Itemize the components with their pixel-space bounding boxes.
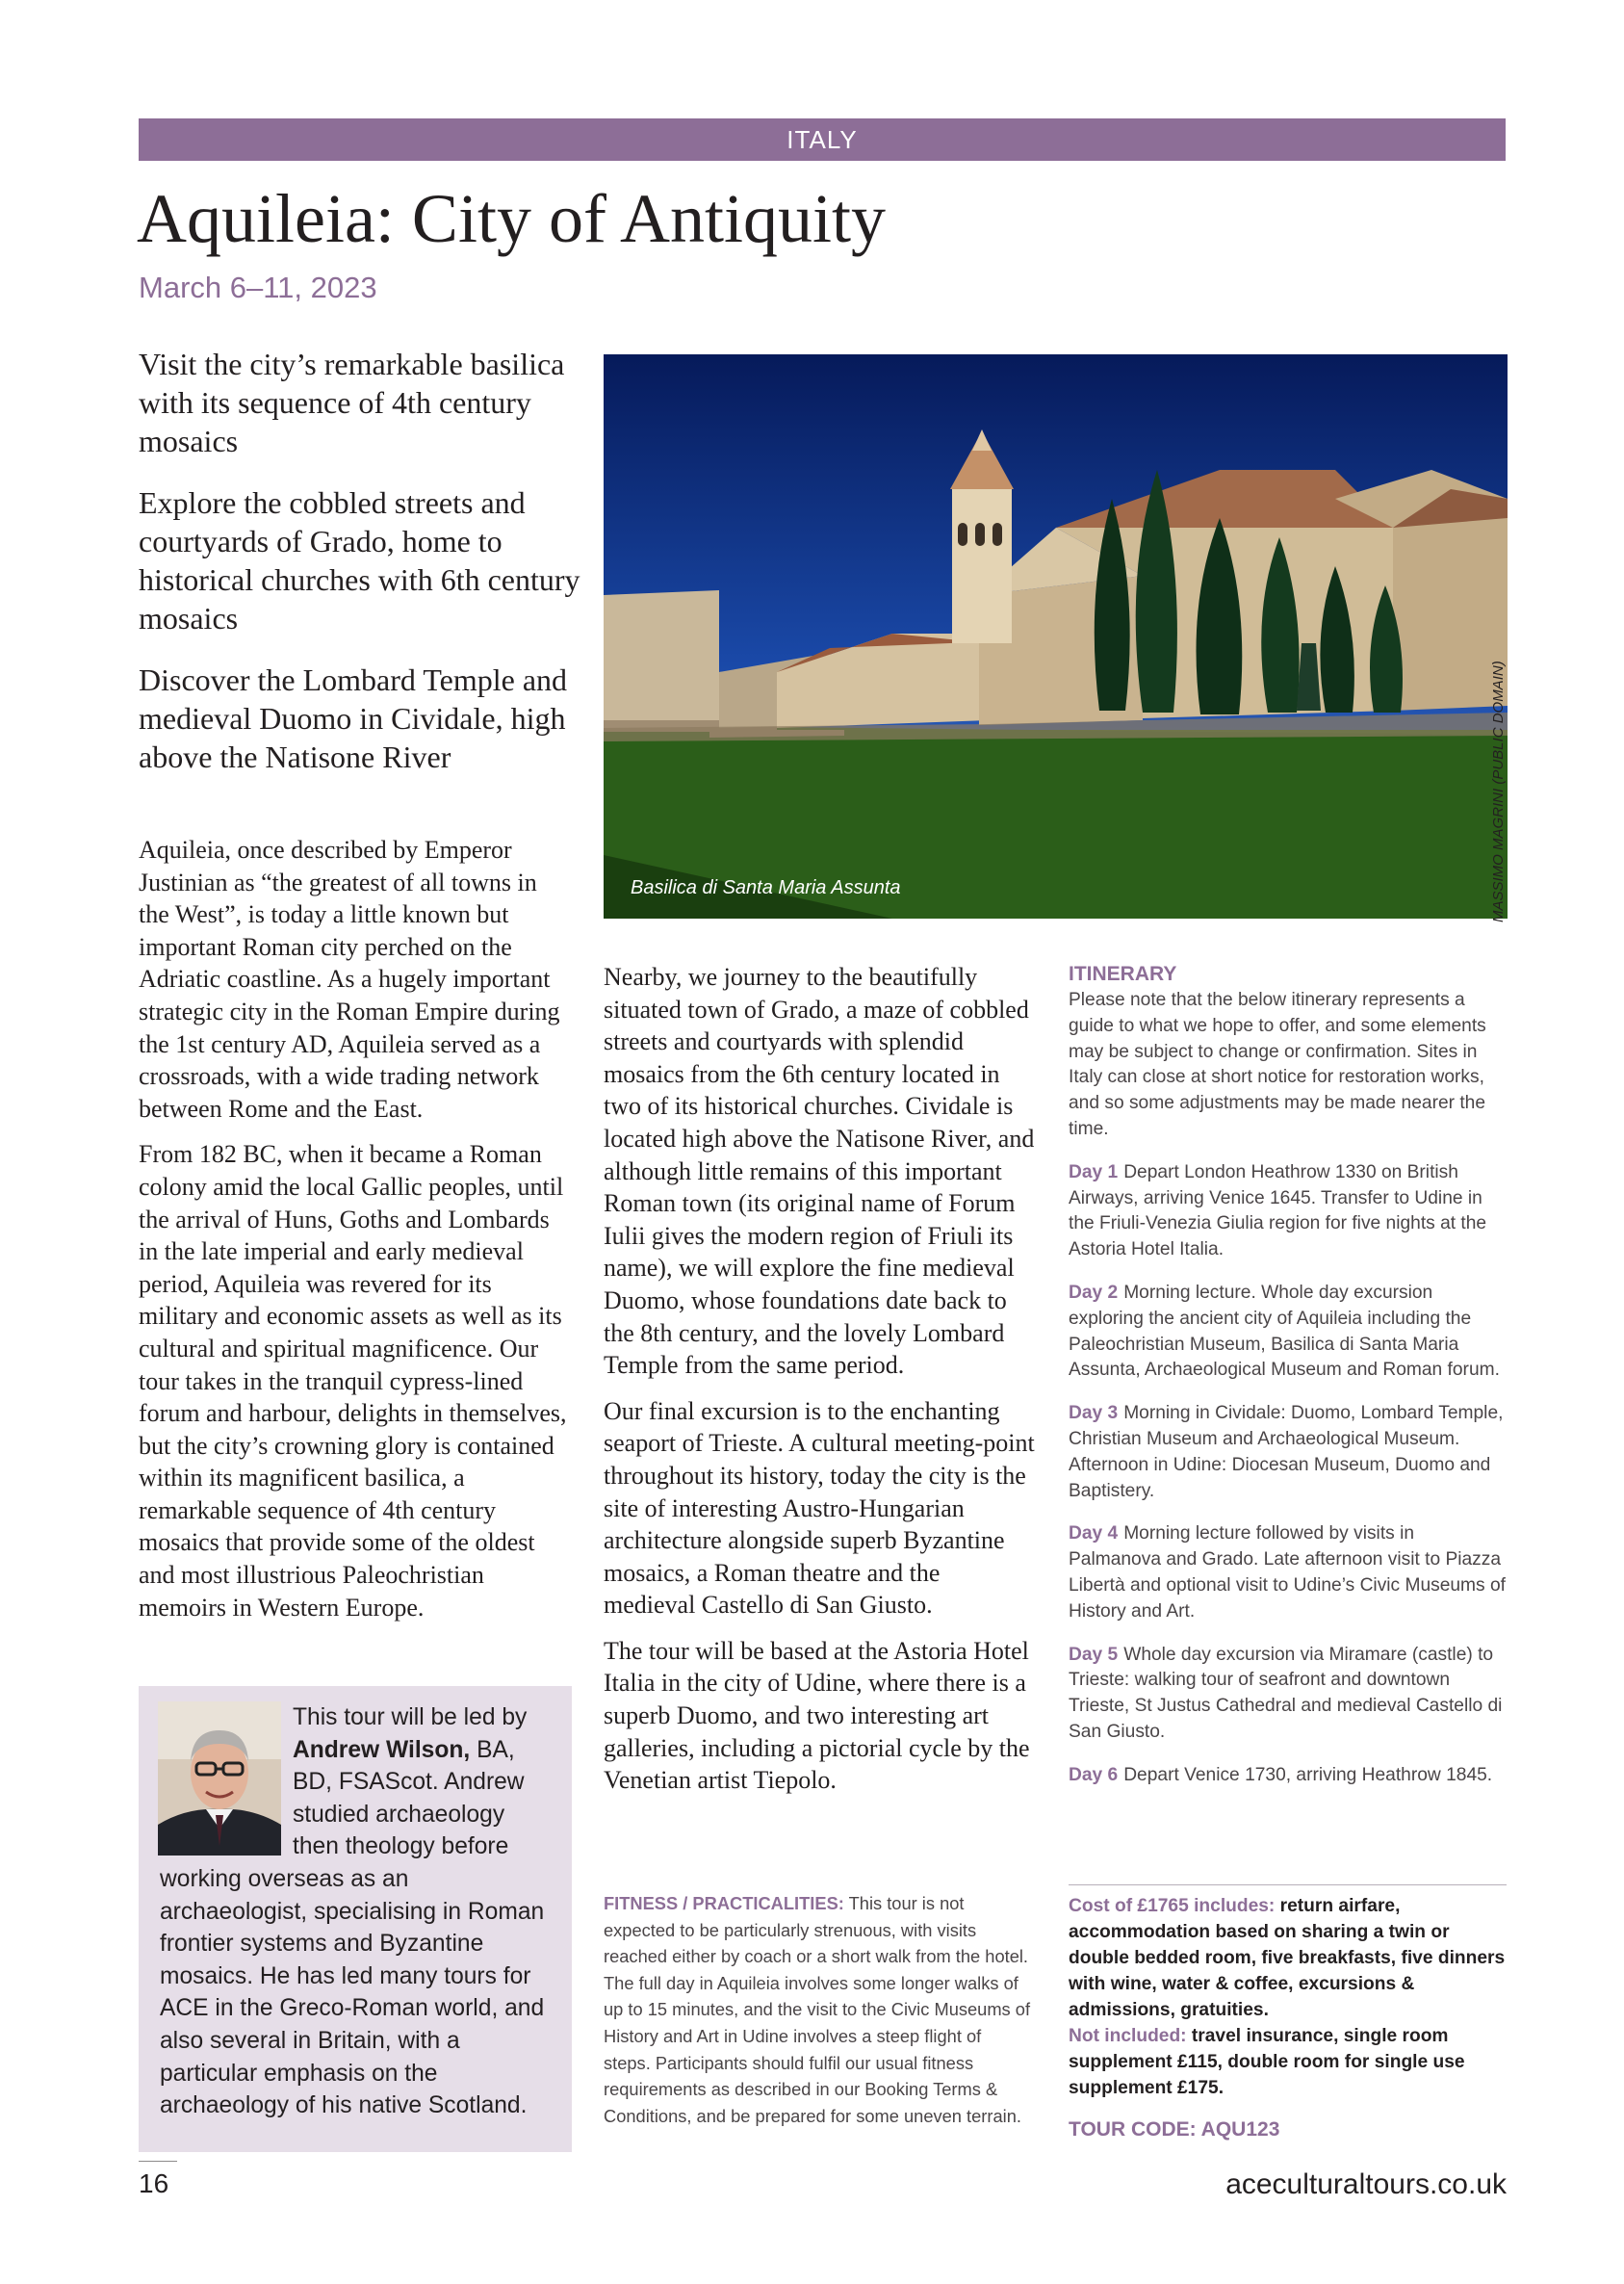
day-text: Whole day excursion via Miramare (castle) to Trieste: walking tour of seafront and downtown Trieste, St Justus Cathedral and medieval Castello di San Giusto. — [1069, 1644, 1503, 1742]
tour-leader-text — [160, 1701, 554, 2122]
day-text: Morning in Cividale: Duomo, Lombard Temple, Christian Museum and Archaeological Museum. Afternoon in Udine: Diocesan Museum, Duomo and Baptistery. — [1069, 1403, 1504, 1501]
itinerary-intro: Please note that the below itinerary represents a guide to what we hope to offer, and some elements may be subject to change or confirmation. Sites in Italy can close at short notice for restoration works, and so some adjustments may be made nearer the time. — [1069, 990, 1486, 1139]
itinerary-day — [1069, 1763, 1507, 1789]
itinerary-column — [1069, 961, 1507, 1806]
day-label: Day 3 — [1069, 1403, 1119, 1424]
body-paragraph: The tour will be based at the Astoria Hotel Italia in the city of Udine, where there is a superb Duomo, and two interesting art galleries, including a pictorial cycle by the Venetian artist Tiepolo. — [604, 1636, 1030, 1795]
photo-caption: Basilica di Santa Maria Assunta — [631, 877, 901, 898]
day-label: Day 4 — [1069, 1523, 1119, 1544]
cost-divider — [1069, 1884, 1507, 1885]
not-included-label: Not included: — [1069, 2026, 1187, 2046]
body-paragraph: Our final excursion is to the enchanting seaport of Trieste. A cultural meeting-point throughout its history, today the city is the site of interesting Austro-Hungarian architecture alongside superb Byzantine mosaics, a Roman theatre and the medieval Castello di San Giusto. — [604, 1396, 1035, 1620]
day-label: Day 2 — [1069, 1282, 1119, 1303]
day-label: Day 5 — [1069, 1644, 1119, 1665]
highlight-item: Visit the city’s remarkable basilica with its sequence of 4th century mosaics — [139, 347, 565, 458]
intro-paragraph: From 182 BC, when it became a Roman colony amid the local Gallic peoples, until the arrival of Huns, Goths and Lombards in the late imperial and early medieval period, Aquileia was revered for its military and economic assets as well as its cultural and spiritual magnificence. Our tour takes in the tranquil cypress-lined forum and harbour, delights in themselves, but the city’s crowning glory is contained within its magnificent basilica, a remarkable sequence of 4th century mosaics that provide some of the oldest and most illustrious Paleochristian memoirs in Western Europe. — [139, 1140, 567, 1622]
photo-credit: MASSIMO MAGRINI (PUBLIC DOMAIN) — [1490, 661, 1507, 922]
cost-text: return airfare, accommodation based on sharing a twin or double bedded room, five breakfasts, five dinners with wine, water & coffee, excursions & admissions, gratuities. — [1069, 1896, 1506, 2020]
itinerary-day — [1069, 1643, 1507, 1746]
itinerary-day — [1069, 1160, 1507, 1263]
highlight-item: Discover the Lombard Temple and medieval Duomo in Cividale, high above the Natisone River — [139, 662, 568, 774]
page-number-rule — [139, 2161, 177, 2162]
itinerary-day — [1069, 1521, 1507, 1624]
body-paragraph: Nearby, we journey to the beautifully situated town of Grado, a maze of cobbled streets and courtyards with splendid mosaics from the 6th century located in two of its historical churches. Cividale is located high above the Natisone River, and although little remains of this important Roman town (its original name of Forum Iulii gives the modern region of Friuli its name), we will explore the fine medieval Duomo, whose foundations date back to the 8th century, and the lovely Lombard Temple from the same period. — [604, 963, 1035, 1380]
middle-column — [604, 961, 1037, 1810]
tour-leader-box — [139, 1686, 572, 2152]
cost-details — [1069, 1893, 1507, 2101]
day-text: Depart Venice 1730, arriving Heathrow 1845. — [1123, 1764, 1493, 1785]
tour-leader-name: Andrew Wilson, — [293, 1736, 471, 1763]
tour-leader-photo — [158, 1701, 281, 1856]
day-text: Depart London Heathrow 1330 on British Airways, arriving Venice 1645. Transfer to Udine in the Friuli-Venezia Giulia region for five nights at the Astoria Hotel Italia. — [1069, 1161, 1487, 1260]
not-included-text: travel insurance, single room supplement £115, double room for single use supplement £175. — [1069, 2026, 1465, 2098]
website-link[interactable]: aceculturaltours.co.uk — [1225, 2168, 1507, 2200]
fitness-text: This tour is not expected to be particularly strenuous, with visits reached either by coach or a short walk from the hotel. The full day in Aquileia involves some longer walks of up to 15 minutes, and the visit to the Civic Museums of History and Art in Udine involves a steep flight of steps. Participants should fulfil our usual fitness requirements as described in our Booking Terms & Conditions, and be prepared for some uneven terrain. — [604, 1893, 1031, 2126]
country-banner: ITALY — [139, 118, 1506, 161]
itinerary-day — [1069, 1401, 1507, 1504]
day-label: Day 6 — [1069, 1764, 1119, 1785]
intro-column — [139, 834, 572, 1637]
tour-leader-intro: This tour will be led by — [293, 1704, 528, 1730]
day-text: Morning lecture followed by visits in Palmanova and Grado. Late afternoon visit to Piazza Libertà and optional visit to Udine’s Civic Museums of History and Art. — [1069, 1523, 1506, 1622]
fitness-label: FITNESS / PRACTICALITIES: — [604, 1893, 844, 1913]
intro-paragraph: Aquileia, once described by Emperor Justinian as “the greatest of all towns in the West”, is today a little known but important Roman city perched on the Adriatic coastline. As a hugely important strategic city in the Roman Empire during the 1st century AD, Aquileia served as a crossroads, with a wide trading network between Rome and the East. — [139, 836, 560, 1123]
cost-label: Cost of £1765 includes: — [1069, 1896, 1276, 1916]
tour-leader-bio: BA, BD, FSAScot. Andrew studied archaeology then theology before working overseas as an archaeologist, specialising in Roman frontier systems and Byzantine mosaics. He has led many tours for ACE in the Greco-Roman world, and also several in Britain, with a particular emphasis on the archaeology of his native Scotland. — [160, 1736, 545, 2119]
highlight-item: Explore the cobbled streets and courtyards of Grado, home to historical churches with 6th century mosaics — [139, 485, 580, 636]
basilica-photo — [604, 354, 1508, 919]
itinerary-day — [1069, 1281, 1507, 1384]
tour-code: TOUR CODE: AQU123 — [1069, 2118, 1280, 2141]
page-number: 16 — [139, 2168, 169, 2198]
day-text: Morning lecture. Whole day excursion exploring the ancient city of Aquileia including the Paleochristian Museum, Basilica di Santa Maria Assunta, Archaeological Museum and Roman forum. — [1069, 1282, 1500, 1381]
page-title: Aquileia: City of Antiquity — [137, 180, 886, 257]
tour-dates: March 6–11, 2023 — [139, 271, 377, 304]
fitness-practicalities — [604, 1890, 1032, 2129]
itinerary-heading: ITINERARY — [1069, 963, 1177, 985]
day-label: Day 1 — [1069, 1161, 1119, 1182]
highlights — [139, 345, 581, 799]
